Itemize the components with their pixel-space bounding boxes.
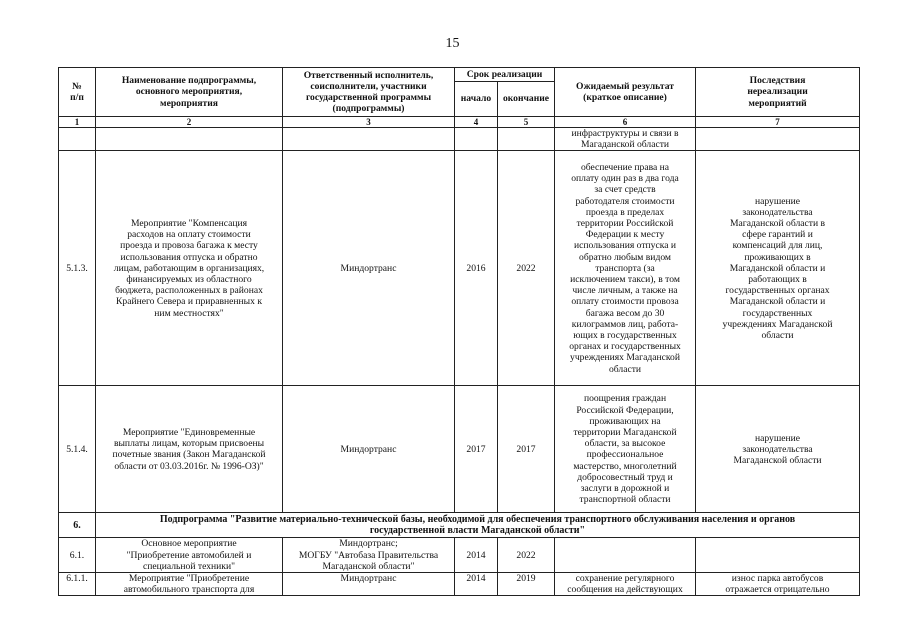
- cell-consequence: нарушение законодательства Магаданской области в сфере гарантий и компенсаций для лиц, проживающих в Магаданской области и работающих в государственных органах Магаданской области и государственных учреждениях Магаданской области: [696, 151, 860, 386]
- cell-empty: [555, 538, 696, 573]
- cell-result: сохранение регулярного сообщения на действующих: [555, 573, 696, 596]
- cell-consequence: нарушение законодательства Магаданской области: [696, 386, 860, 513]
- cell-end: 2019: [498, 573, 555, 596]
- column-numbers-row: [59, 117, 860, 128]
- cell-num: 6.1.: [59, 538, 96, 573]
- cell-num: 5.1.4.: [59, 386, 96, 513]
- header-end: окончание: [498, 82, 555, 117]
- subprogram-title: Подпрограмма "Развитие материально-технической базы, необходимой для обеспечения транспортного обслуживания населения и органов государственной власти Магаданской области": [96, 513, 860, 538]
- table-row: [59, 573, 860, 596]
- cell-start: 2017: [455, 386, 498, 513]
- column-number: 1: [59, 117, 96, 128]
- cell-num: 6.: [59, 513, 96, 538]
- column-number: 4: [455, 117, 498, 128]
- cell-executor: Миндортранс: [283, 151, 455, 386]
- column-number: 5: [498, 117, 555, 128]
- cell-result: обеспечение права на оплату один раз в два года за счет средств работодателя стоимости проезда в пределах территории Российской Федерации к месту использования отпуска и обратно любым видом транспорта (за исключением такси), в том числе личным, а также на оплату стоимости провоза багажа весом до 30 килограммов лиц, работа- ющих в государственных органах и государственных учреждениях Магаданской области: [555, 151, 696, 386]
- page-number: 15: [445, 36, 460, 51]
- cell-name: Мероприятие "Компенсация расходов на оплату стоимости проезда и провоза багажа к месту использования отпуска и обратно лицам, работающим в организациях, финансируемых из областного бюджета, расположенных в районах Крайнего Севера и приравненных к ним местностях": [96, 151, 283, 386]
- cell-result: инфраструктуры и связи в Магаданской области: [555, 128, 696, 151]
- column-number: 3: [283, 117, 455, 128]
- cell-empty: [455, 128, 498, 151]
- header-result: Ожидаемый результат (краткое описание): [555, 68, 696, 117]
- cell-num: 6.1.1.: [59, 573, 96, 596]
- cell-consequence: износ парка автобусов отражается отрицательно: [696, 573, 860, 596]
- header-executor: Ответственный исполнитель, соисполнители, участники государственной программы (подпрограммы): [283, 68, 455, 117]
- cell-start: 2014: [455, 538, 498, 573]
- cell-end: 2022: [498, 151, 555, 386]
- cell-empty: [283, 128, 455, 151]
- cell-name: Основное мероприятие "Приобретение автомобилей и специальной техники": [96, 538, 283, 573]
- table-row: [59, 538, 860, 573]
- header-name: Наименование подпрограммы, основного мероприятия, мероприятия: [96, 68, 283, 117]
- cell-empty: [59, 128, 96, 151]
- program-activities-table: [58, 67, 860, 596]
- cell-num: 5.1.3.: [59, 151, 96, 386]
- table-row: [59, 128, 860, 151]
- table-row: [59, 386, 860, 513]
- table-header-row: [59, 68, 860, 82]
- cell-start: 2014: [455, 573, 498, 596]
- subprogram-row: [59, 513, 860, 538]
- cell-end: 2022: [498, 538, 555, 573]
- cell-empty: [96, 128, 283, 151]
- cell-executor: Миндортранс: [283, 386, 455, 513]
- cell-start: 2016: [455, 151, 498, 386]
- cell-empty: [696, 128, 860, 151]
- column-number: 2: [96, 117, 283, 128]
- column-number: 7: [696, 117, 860, 128]
- cell-end: 2017: [498, 386, 555, 513]
- cell-executor: Миндортранс: [283, 573, 455, 596]
- cell-result: поощрения граждан Российской Федерации, проживающих на территории Магаданской области, за высокое профессиональное мастерство, многолетний добросовестный труд и заслуги в дорожной и транспортной области: [555, 386, 696, 513]
- cell-executor: Миндортранс; МОГБУ "Автобаза Правительства Магаданской области": [283, 538, 455, 573]
- cell-empty: [498, 128, 555, 151]
- header-start: начало: [455, 82, 498, 117]
- header-num: № п/п: [59, 68, 96, 117]
- cell-empty: [696, 538, 860, 573]
- table-row: [59, 151, 860, 386]
- cell-name: Мероприятие "Единовременные выплаты лицам, которым присвоены почетные звания (Закон Магаданской области от 03.03.2016г. № 1996-ОЗ)": [96, 386, 283, 513]
- cell-name: Мероприятие "Приобретение автомобильного транспорта для: [96, 573, 283, 596]
- column-number: 6: [555, 117, 696, 128]
- header-period: Срок реализации: [455, 68, 555, 82]
- header-consequence: Последствия нереализации мероприятий: [696, 68, 860, 117]
